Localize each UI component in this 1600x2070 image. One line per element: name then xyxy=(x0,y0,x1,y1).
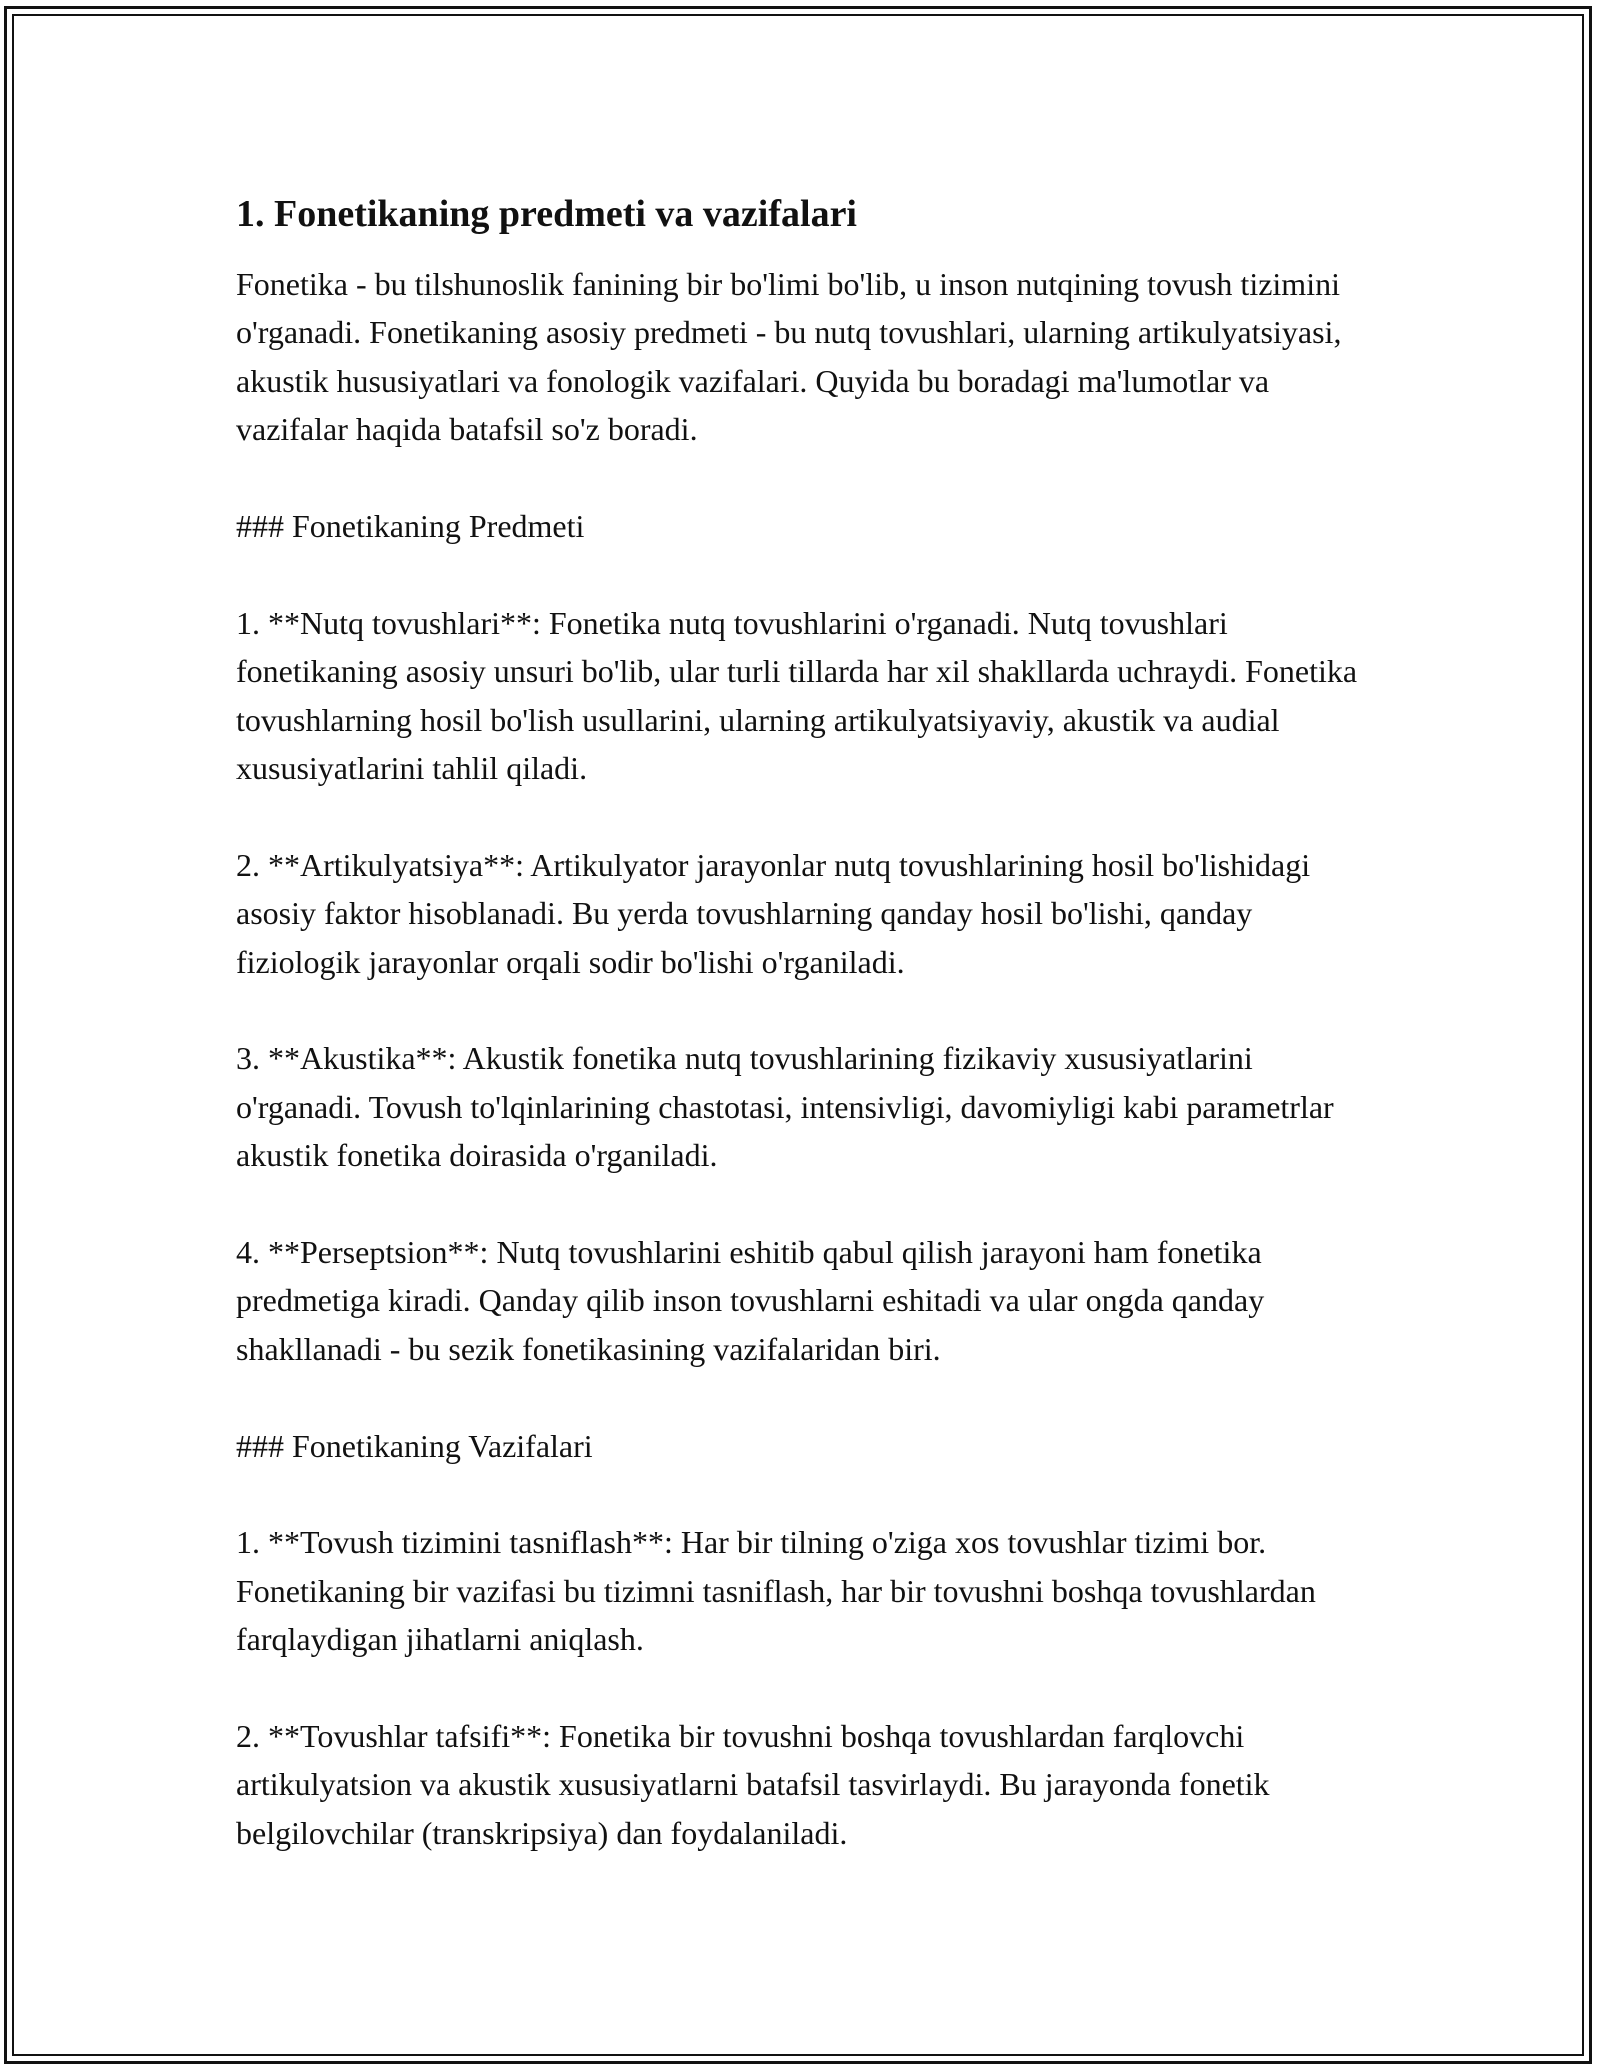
predmet-item-2: 2. **Artikulyatsiya**: Artikulyator jarayonlar nutq tovushlarining hosil bo'lishidagi asosiy faktor hisoblanadi. Bu yerda tovushlarning qanday hosil bo'lishi, qanday fiziologik jarayonlar orqali sodir bo'lishi o'rganiladi. xyxy=(236,846,1311,980)
document-title: 1. Fonetikaning predmeti va vazifalari xyxy=(236,193,857,235)
predmet-item-4: 4. **Perseptsion**: Nutq tovushlarini eshitib qabul qilish jarayoni ham fonetika predmetiga kiradi. Qanday qilib inson tovushlarni eshitadi va ular ongda qanday shakllanadi - bu sezik fonetikasining vazifalaridan biri. xyxy=(236,1234,1265,1367)
vazifa-item-1: 1. **Tovush tizimini tasniflash**: Har bir tilning o'ziga xos tovushlar tizimi bor. Fonetikaning bir vazifasi bu tizimni tasniflash, har bir tovushni boshqa tovushlardan farqlaydigan jihatlarni aniqlash. xyxy=(236,1524,1316,1658)
predmet-item-1: 1. **Nutq tovushlari**: Fonetika nutq tovushlarini o'rganadi. Nutq tovushlari fonetikaning asosiy unsuri bo'lib, ular turli tillarda har xil shakllarda uchraydi. Fonetika tovushlarning hosil bo'lish usullarini, ularning artikulyatsiyaviy, akustik va audial xususiyatlarini tahlil qiladi. xyxy=(236,604,1358,787)
document-body xyxy=(236,190,1376,1857)
section-heading-predmeti: ### Fonetikaning Predmeti xyxy=(236,508,585,545)
predmet-item-3: 3. **Akustika**: Akustik fonetika nutq tovushlarining fizikaviy xususiyatlarini o'rganadi. Tovush to'lqinlarining chastotasi, intensivligi, davomiyligi kabi parametrlar akustik fonetika doirasida o'rganiladi. xyxy=(236,1040,1334,1174)
intro-paragraph: Fonetika - bu tilshunoslik fanining bir bo'limi bo'lib, u inson nutqining tovush tizimini o'rganadi. Fonetikaning asosiy predmeti - bu nutq tovushlari, ularning artikulyatsiyasi, akustik hususiyatlari va fonologik vazifalari. Quyida bu boradagi ma'lumotlar va vazifalar haqida batafsil so'z boradi. xyxy=(236,266,1342,448)
vazifa-item-2: 2. **Tovushlar tafsifi**: Fonetika bir tovushni boshqa tovushlardan farqlovchi artikulyatsion va akustik xususiyatlarni batafsil tasvirlaydi. Bu jarayonda fonetik belgilovchilar (transkripsiya) dan foydalaniladi. xyxy=(236,1718,1270,1851)
section-heading-vazifalari: ### Fonetikaning Vazifalari xyxy=(236,1427,593,1464)
